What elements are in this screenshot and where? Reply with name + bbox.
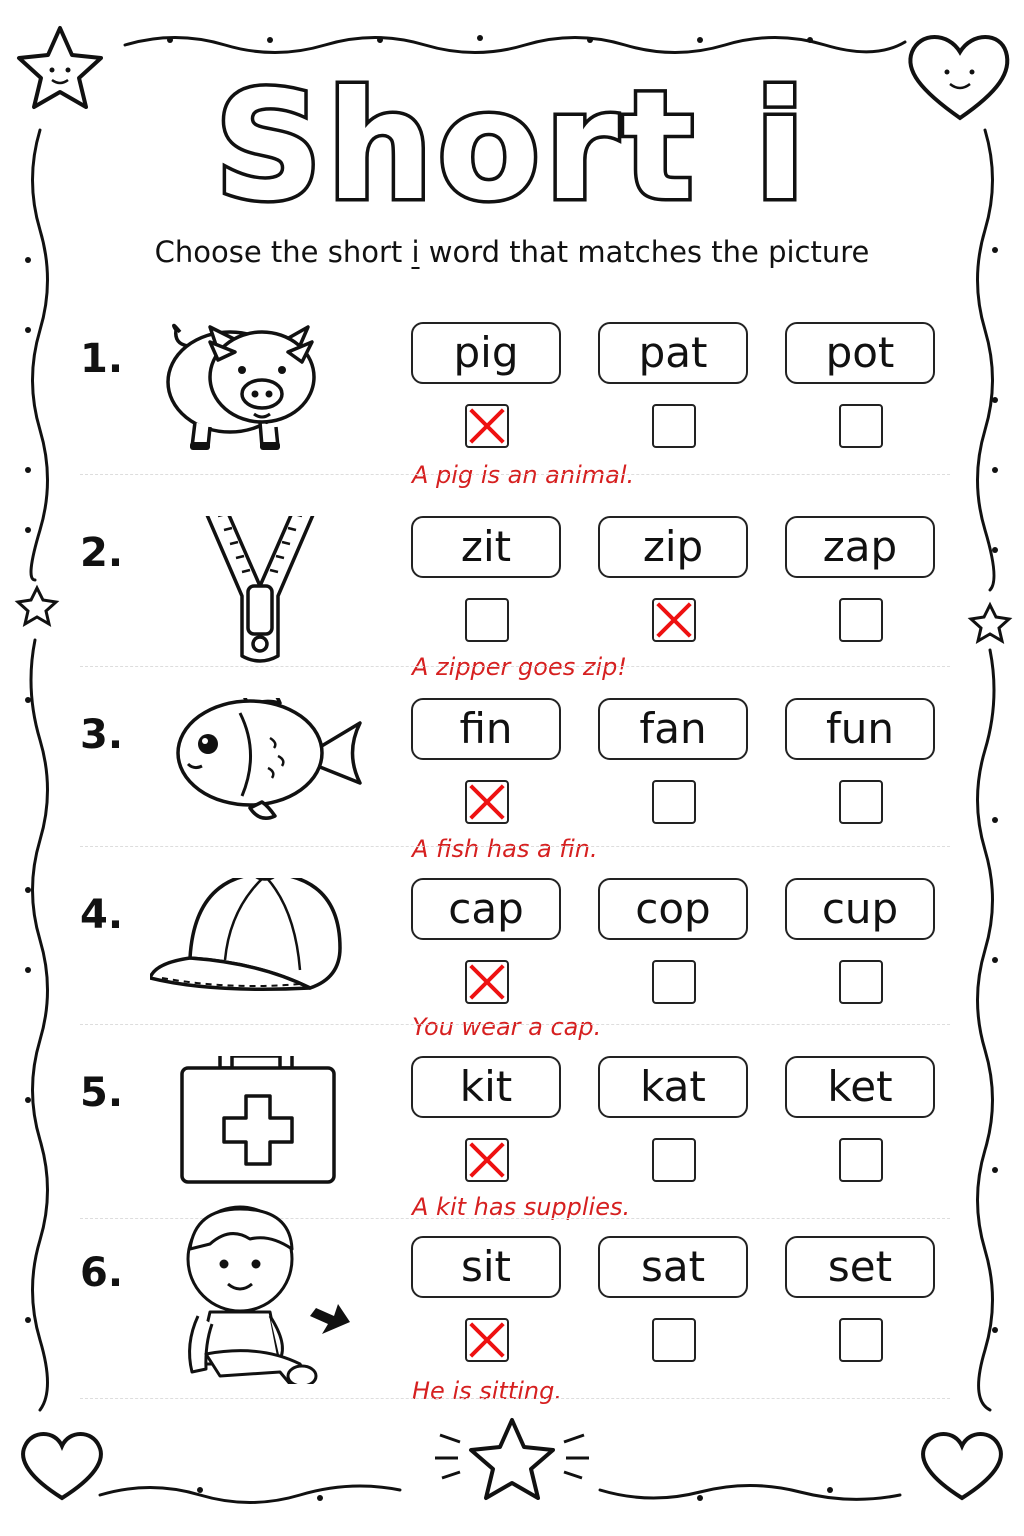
- heart-icon: [923, 1434, 1001, 1498]
- instruction-letter: i: [411, 235, 420, 269]
- page-title: Short i: [214, 60, 810, 234]
- answer-checkbox[interactable]: [839, 960, 883, 1004]
- heart-icon: [23, 1434, 101, 1498]
- row-divider: [80, 474, 950, 475]
- answer-checkbox[interactable]: [652, 780, 696, 824]
- word-option[interactable]: zip: [598, 516, 748, 578]
- answer-checkbox[interactable]: [465, 960, 509, 1004]
- word-option[interactable]: set: [785, 1236, 935, 1298]
- answer-checkbox[interactable]: [652, 1138, 696, 1182]
- word-option[interactable]: fun: [785, 698, 935, 760]
- bottom-star-icon: [435, 1420, 589, 1498]
- question-number: 3.: [80, 712, 124, 758]
- answer-checkbox[interactable]: [839, 404, 883, 448]
- pig-icon: [150, 322, 370, 487]
- answer-checkbox[interactable]: [652, 404, 696, 448]
- question-3: [0, 698, 1024, 878]
- row-divider: [80, 1398, 950, 1399]
- word-option[interactable]: zap: [785, 516, 935, 578]
- answer-sentence: You wear a cap.: [412, 1013, 602, 1041]
- question-1: [0, 322, 1024, 502]
- question-number: 5.: [80, 1070, 124, 1116]
- question-2: [0, 516, 1024, 696]
- word-option[interactable]: cap: [411, 878, 561, 940]
- answer-checkbox[interactable]: [652, 598, 696, 642]
- fish-icon: [150, 698, 370, 863]
- instruction-text: Choose the short: [154, 235, 412, 269]
- answer-checkbox[interactable]: [465, 1138, 509, 1182]
- word-option[interactable]: kat: [598, 1056, 748, 1118]
- instructions: [0, 232, 1024, 272]
- answer-sentence: He is sitting.: [412, 1377, 562, 1405]
- answer-checkbox[interactable]: [839, 780, 883, 824]
- word-option[interactable]: pat: [598, 322, 748, 384]
- row-divider: [80, 1024, 950, 1025]
- answer-checkbox[interactable]: [652, 960, 696, 1004]
- answer-checkbox[interactable]: [465, 780, 509, 824]
- word-option[interactable]: pot: [785, 322, 935, 384]
- first-aid-kit-icon: [150, 1056, 370, 1221]
- question-number: 2.: [80, 530, 124, 576]
- answer-checkbox[interactable]: [465, 404, 509, 448]
- question-6: [0, 1236, 1024, 1416]
- answer-checkbox[interactable]: [465, 598, 509, 642]
- answer-sentence: A pig is an animal.: [412, 461, 635, 489]
- word-option[interactable]: cup: [785, 878, 935, 940]
- word-option[interactable]: sat: [598, 1236, 748, 1298]
- word-option[interactable]: kit: [411, 1056, 561, 1118]
- answer-checkbox[interactable]: [839, 1138, 883, 1182]
- word-option[interactable]: cop: [598, 878, 748, 940]
- question-number: 1.: [80, 336, 124, 382]
- word-option[interactable]: pig: [411, 322, 561, 384]
- answer-checkbox[interactable]: [465, 1318, 509, 1362]
- word-option[interactable]: sit: [411, 1236, 561, 1298]
- answer-sentence: A zipper goes zip!: [412, 653, 627, 681]
- word-option[interactable]: ket: [785, 1056, 935, 1118]
- answer-sentence: A fish has a fin.: [412, 835, 598, 863]
- zipper-icon: [150, 516, 370, 681]
- question-4: [0, 878, 1024, 1058]
- cap-icon: [150, 878, 370, 1043]
- row-divider: [80, 846, 950, 847]
- answer-sentence: A kit has supplies.: [412, 1193, 631, 1221]
- question-number: 4.: [80, 892, 124, 938]
- word-option[interactable]: zit: [411, 516, 561, 578]
- answer-checkbox[interactable]: [839, 1318, 883, 1362]
- row-divider: [80, 666, 950, 667]
- instruction-text-end: word that matches the picture: [419, 235, 870, 269]
- answer-checkbox[interactable]: [839, 598, 883, 642]
- word-option[interactable]: fin: [411, 698, 561, 760]
- question-number: 6.: [80, 1250, 124, 1296]
- answer-checkbox[interactable]: [652, 1318, 696, 1362]
- sitting-boy-icon: [150, 1204, 370, 1384]
- word-option[interactable]: fan: [598, 698, 748, 760]
